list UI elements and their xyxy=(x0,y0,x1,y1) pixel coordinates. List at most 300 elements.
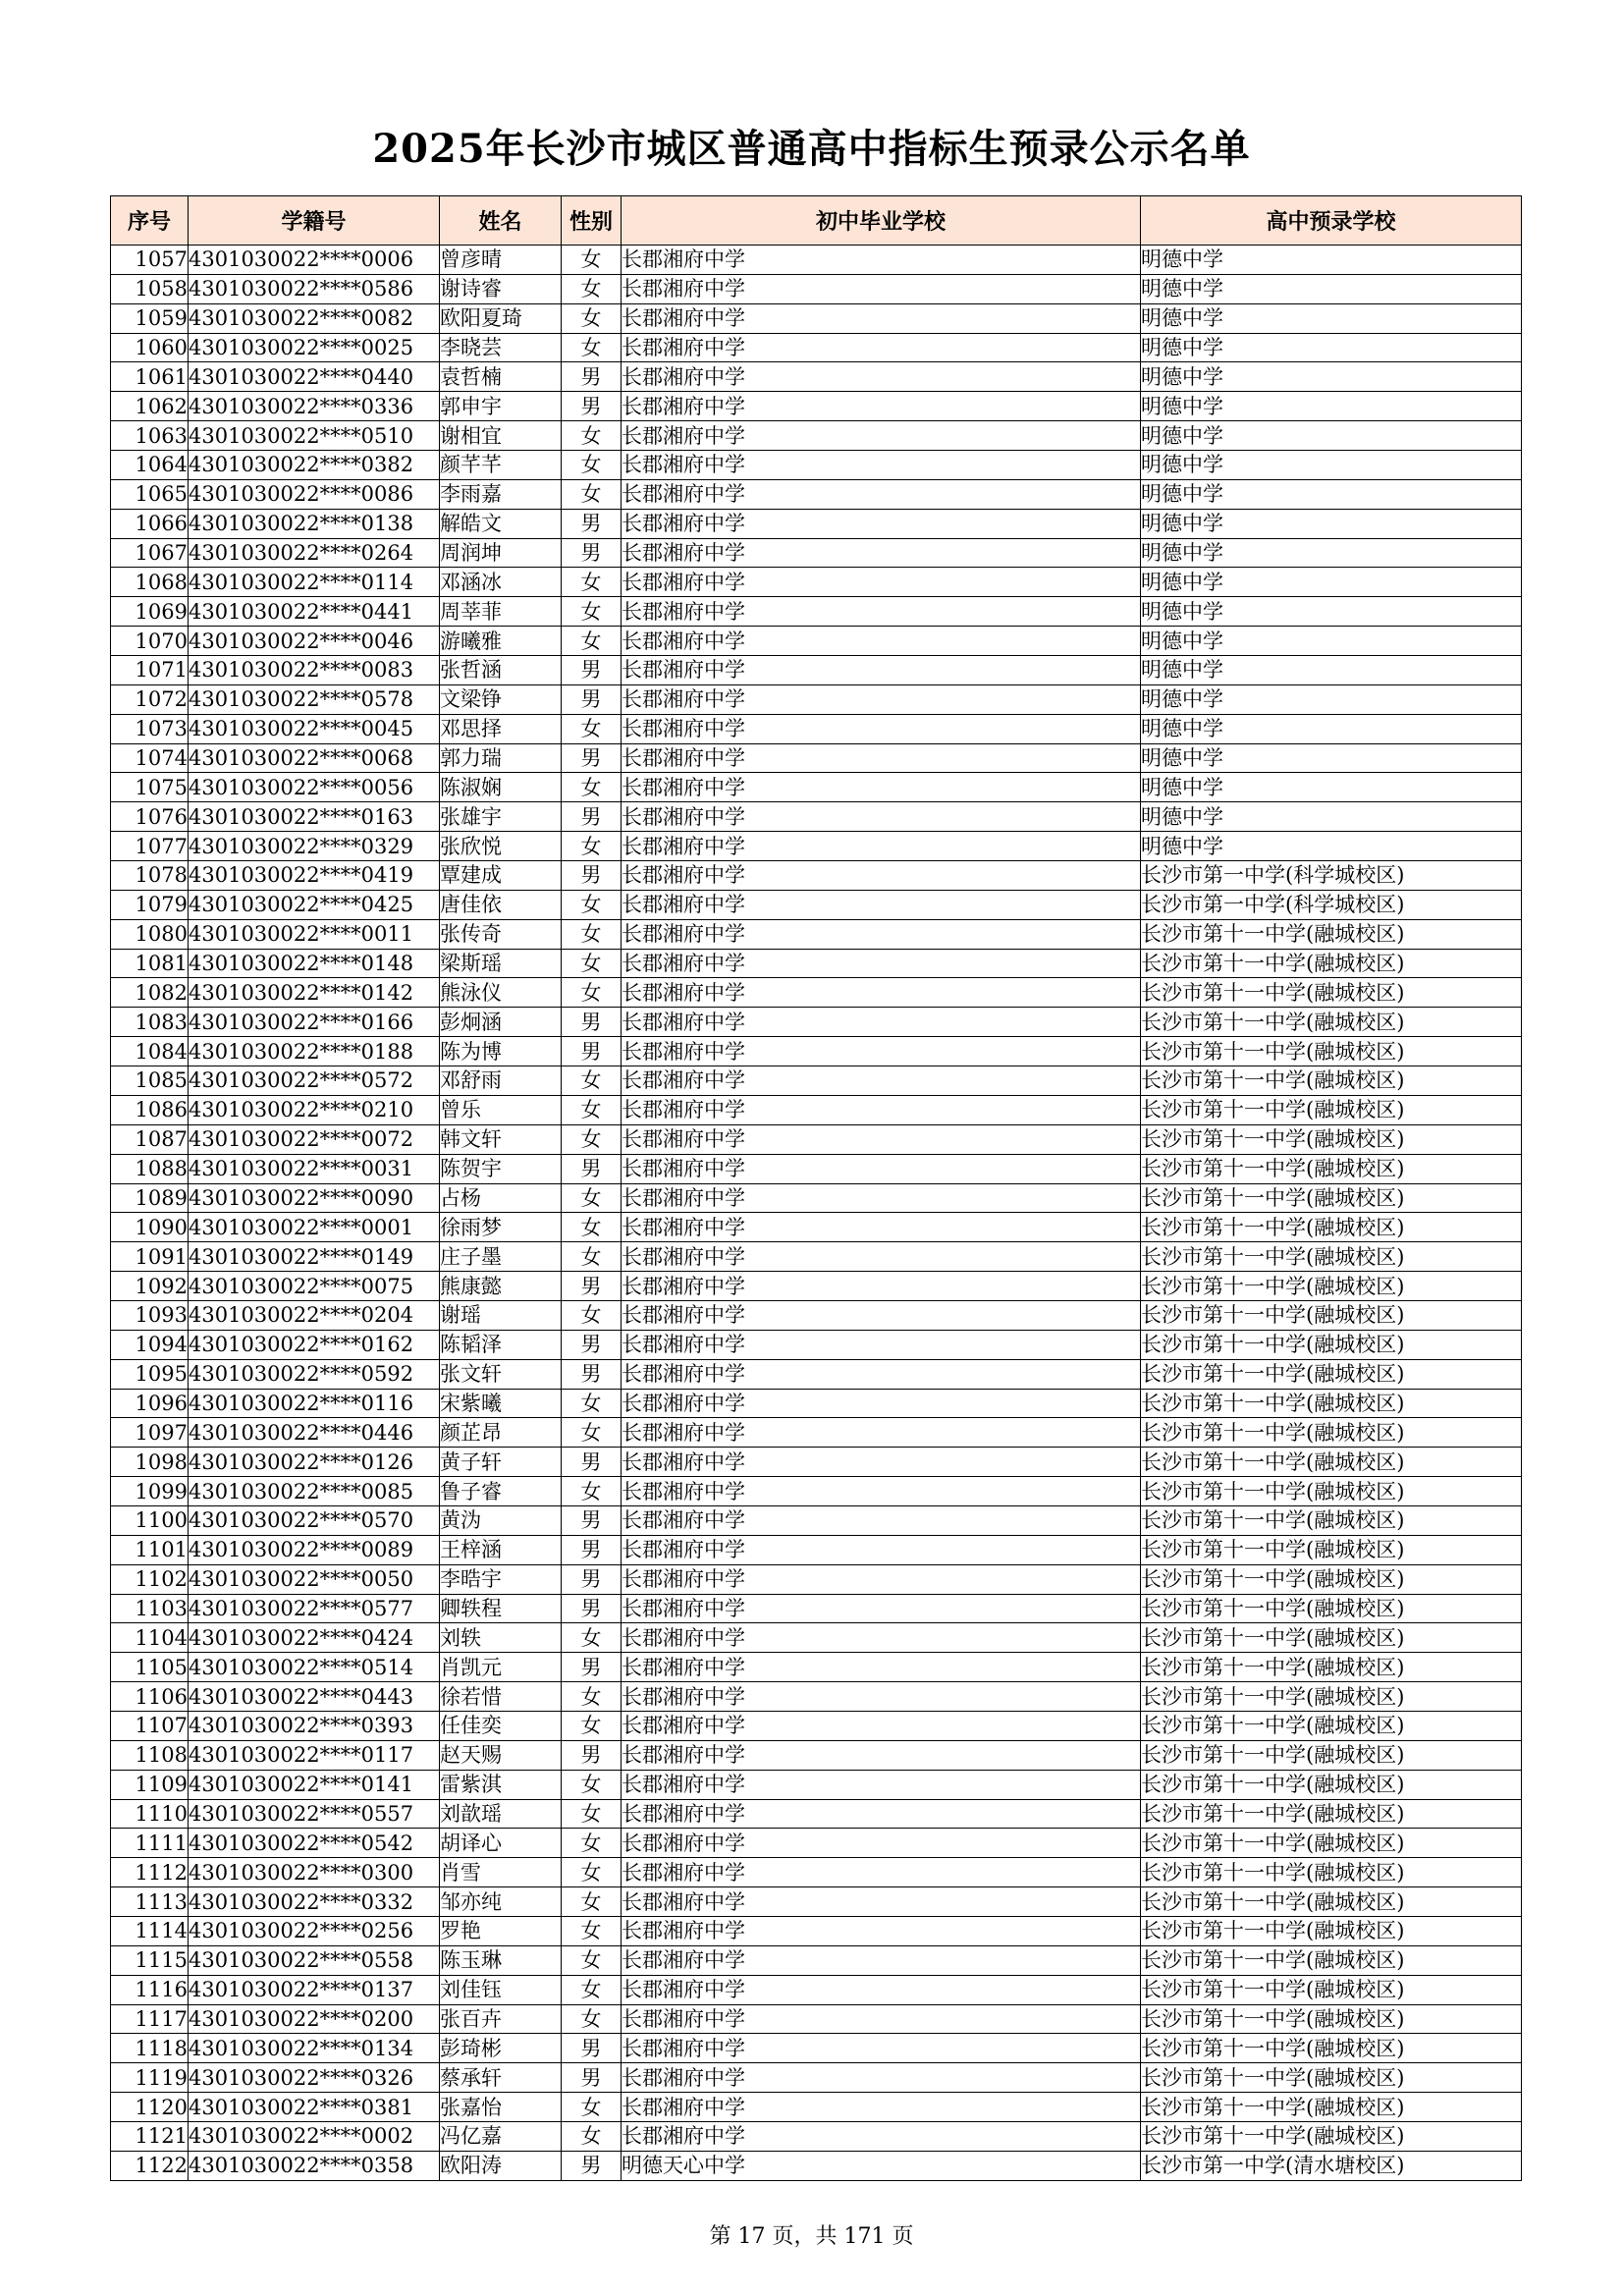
table-row xyxy=(111,1829,1522,1858)
cell-student-id: 4301030022****0204 xyxy=(189,1300,440,1330)
cell-student-id: 4301030022****0419 xyxy=(189,861,440,891)
cell-junior-school: 长郡湘府中学 xyxy=(622,1623,1141,1653)
cell-seq: 1083 xyxy=(111,1008,189,1037)
column-header-senior-school: 高中预录学校 xyxy=(1141,196,1522,246)
cell-gender: 女 xyxy=(562,2093,622,2122)
cell-name: 陈淑娴 xyxy=(440,773,562,802)
cell-seq: 1116 xyxy=(111,1975,189,2004)
cell-student-id: 4301030022****0085 xyxy=(189,1477,440,1506)
cell-gender: 男 xyxy=(562,1008,622,1037)
cell-senior-school: 长沙市第十一中学(融城校区) xyxy=(1141,1916,1522,1945)
cell-name: 欧阳涛 xyxy=(440,2151,562,2180)
cell-gender: 男 xyxy=(562,802,622,832)
cell-name: 张嘉怡 xyxy=(440,2093,562,2122)
cell-junior-school: 长郡湘府中学 xyxy=(622,802,1141,832)
cell-gender: 女 xyxy=(562,1829,622,1858)
cell-name: 郭力瑞 xyxy=(440,743,562,773)
cell-gender: 女 xyxy=(562,714,622,743)
cell-gender: 女 xyxy=(562,421,622,451)
table-row xyxy=(111,1213,1522,1242)
cell-seq: 1092 xyxy=(111,1272,189,1301)
cell-junior-school: 长郡湘府中学 xyxy=(622,1242,1141,1272)
cell-name: 刘轶 xyxy=(440,1623,562,1653)
table-row xyxy=(111,1740,1522,1770)
cell-senior-school: 长沙市第一中学(科学城校区) xyxy=(1141,890,1522,919)
table-row xyxy=(111,1066,1522,1096)
cell-junior-school: 长郡湘府中学 xyxy=(622,714,1141,743)
table-row xyxy=(111,362,1522,392)
cell-junior-school: 长郡湘府中学 xyxy=(622,597,1141,627)
table-row xyxy=(111,1799,1522,1829)
cell-gender: 女 xyxy=(562,919,622,949)
cell-gender: 女 xyxy=(562,303,622,333)
cell-gender: 女 xyxy=(562,1623,622,1653)
cell-junior-school: 长郡湘府中学 xyxy=(622,1858,1141,1887)
cell-senior-school: 长沙市第十一中学(融城校区) xyxy=(1141,1242,1522,1272)
cell-name: 李雨嘉 xyxy=(440,479,562,509)
cell-seq: 1112 xyxy=(111,1858,189,1887)
cell-student-id: 4301030022****0141 xyxy=(189,1770,440,1799)
table-row xyxy=(111,333,1522,362)
cell-gender: 男 xyxy=(562,2034,622,2063)
cell-student-id: 4301030022****0117 xyxy=(189,1740,440,1770)
cell-gender: 女 xyxy=(562,274,622,303)
cell-gender: 女 xyxy=(562,773,622,802)
cell-junior-school: 长郡湘府中学 xyxy=(622,1945,1141,1975)
cell-gender: 女 xyxy=(562,1770,622,1799)
cell-junior-school: 长郡湘府中学 xyxy=(622,1389,1141,1418)
cell-junior-school: 长郡湘府中学 xyxy=(622,1770,1141,1799)
cell-student-id: 4301030022****0329 xyxy=(189,832,440,861)
cell-student-id: 4301030022****0586 xyxy=(189,274,440,303)
cell-student-id: 4301030022****0382 xyxy=(189,451,440,480)
table-row xyxy=(111,2093,1522,2122)
table-row xyxy=(111,627,1522,656)
cell-senior-school: 明德中学 xyxy=(1141,743,1522,773)
cell-junior-school: 长郡湘府中学 xyxy=(622,1418,1141,1448)
cell-gender: 女 xyxy=(562,1858,622,1887)
cell-gender: 男 xyxy=(562,392,622,421)
table-row xyxy=(111,1653,1522,1682)
cell-seq: 1119 xyxy=(111,2063,189,2093)
table-row xyxy=(111,392,1522,421)
cell-senior-school: 长沙市第十一中学(融城校区) xyxy=(1141,2093,1522,2122)
cell-student-id: 4301030022****0046 xyxy=(189,627,440,656)
cell-seq: 1072 xyxy=(111,684,189,714)
cell-junior-school: 长郡湘府中学 xyxy=(622,2063,1141,2093)
cell-student-id: 4301030022****0163 xyxy=(189,802,440,832)
cell-student-id: 4301030022****0082 xyxy=(189,303,440,333)
cell-student-id: 4301030022****0002 xyxy=(189,2122,440,2152)
cell-name: 曾乐 xyxy=(440,1095,562,1124)
cell-name: 卿轶程 xyxy=(440,1594,562,1623)
cell-student-id: 4301030022****0557 xyxy=(189,1799,440,1829)
cell-junior-school: 长郡湘府中学 xyxy=(622,421,1141,451)
cell-junior-school: 长郡湘府中学 xyxy=(622,773,1141,802)
cell-seq: 1111 xyxy=(111,1829,189,1858)
cell-seq: 1069 xyxy=(111,597,189,627)
cell-name: 邓舒雨 xyxy=(440,1066,562,1096)
cell-senior-school: 长沙市第十一中学(融城校区) xyxy=(1141,1887,1522,1917)
cell-name: 游曦雅 xyxy=(440,627,562,656)
table-row xyxy=(111,861,1522,891)
cell-senior-school: 明德中学 xyxy=(1141,656,1522,685)
cell-senior-school: 长沙市第十一中学(融城校区) xyxy=(1141,1066,1522,1096)
cell-student-id: 4301030022****0188 xyxy=(189,1037,440,1066)
cell-seq: 1086 xyxy=(111,1095,189,1124)
table-row xyxy=(111,1008,1522,1037)
table-row xyxy=(111,1623,1522,1653)
cell-student-id: 4301030022****0570 xyxy=(189,1505,440,1535)
cell-senior-school: 明德中学 xyxy=(1141,627,1522,656)
cell-student-id: 4301030022****0056 xyxy=(189,773,440,802)
cell-student-id: 4301030022****0166 xyxy=(189,1008,440,1037)
cell-name: 赵天赐 xyxy=(440,1740,562,1770)
cell-name: 周莘菲 xyxy=(440,597,562,627)
cell-seq: 1065 xyxy=(111,479,189,509)
cell-senior-school: 长沙市第十一中学(融城校区) xyxy=(1141,1330,1522,1359)
cell-junior-school: 长郡湘府中学 xyxy=(622,1653,1141,1682)
cell-junior-school: 长郡湘府中学 xyxy=(622,333,1141,362)
cell-seq: 1075 xyxy=(111,773,189,802)
cell-senior-school: 长沙市第十一中学(融城校区) xyxy=(1141,1535,1522,1564)
cell-gender: 男 xyxy=(562,1535,622,1564)
cell-seq: 1113 xyxy=(111,1887,189,1917)
cell-junior-school: 长郡湘府中学 xyxy=(622,568,1141,597)
cell-seq: 1081 xyxy=(111,949,189,978)
cell-gender: 女 xyxy=(562,1418,622,1448)
cell-name: 颜芷昂 xyxy=(440,1418,562,1448)
cell-senior-school: 长沙市第十一中学(融城校区) xyxy=(1141,1858,1522,1887)
cell-junior-school: 明德天心中学 xyxy=(622,2151,1141,2180)
table-row xyxy=(111,890,1522,919)
cell-seq: 1078 xyxy=(111,861,189,891)
cell-seq: 1105 xyxy=(111,1653,189,1682)
cell-seq: 1103 xyxy=(111,1594,189,1623)
cell-junior-school: 长郡湘府中学 xyxy=(622,656,1141,685)
cell-seq: 1104 xyxy=(111,1623,189,1653)
cell-seq: 1102 xyxy=(111,1564,189,1594)
cell-senior-school: 明德中学 xyxy=(1141,568,1522,597)
cell-name: 唐佳依 xyxy=(440,890,562,919)
cell-junior-school: 长郡湘府中学 xyxy=(622,362,1141,392)
cell-senior-school: 长沙市第十一中学(融城校区) xyxy=(1141,1359,1522,1389)
cell-gender: 男 xyxy=(562,861,622,891)
cell-senior-school: 长沙市第十一中学(融城校区) xyxy=(1141,1740,1522,1770)
table-row xyxy=(111,1564,1522,1594)
cell-name: 谢诗睿 xyxy=(440,274,562,303)
table-row xyxy=(111,1711,1522,1740)
cell-senior-school: 长沙市第十一中学(融城校区) xyxy=(1141,1477,1522,1506)
table-row xyxy=(111,2122,1522,2152)
cell-junior-school: 长郡湘府中学 xyxy=(622,1124,1141,1154)
cell-senior-school: 长沙市第一中学(科学城校区) xyxy=(1141,861,1522,891)
cell-name: 谢相宜 xyxy=(440,421,562,451)
cell-student-id: 4301030022****0332 xyxy=(189,1887,440,1917)
cell-student-id: 4301030022****0424 xyxy=(189,1623,440,1653)
cell-seq: 1085 xyxy=(111,1066,189,1096)
cell-junior-school: 长郡湘府中学 xyxy=(622,861,1141,891)
cell-name: 谢瑶 xyxy=(440,1300,562,1330)
cell-senior-school: 长沙市第十一中学(融城校区) xyxy=(1141,1272,1522,1301)
table-row xyxy=(111,656,1522,685)
table-row xyxy=(111,2004,1522,2034)
cell-seq: 1067 xyxy=(111,538,189,568)
cell-student-id: 4301030022****0425 xyxy=(189,890,440,919)
table-row xyxy=(111,451,1522,480)
cell-senior-school: 长沙市第十一中学(融城校区) xyxy=(1141,1008,1522,1037)
cell-senior-school: 长沙市第十一中学(融城校区) xyxy=(1141,978,1522,1008)
cell-gender: 男 xyxy=(562,1359,622,1389)
table-row xyxy=(111,1594,1522,1623)
cell-gender: 男 xyxy=(562,1653,622,1682)
cell-senior-school: 明德中学 xyxy=(1141,451,1522,480)
cell-seq: 1061 xyxy=(111,362,189,392)
cell-senior-school: 明德中学 xyxy=(1141,684,1522,714)
cell-name: 胡译心 xyxy=(440,1829,562,1858)
cell-student-id: 4301030022****0200 xyxy=(189,2004,440,2034)
table-row xyxy=(111,479,1522,509)
cell-seq: 1071 xyxy=(111,656,189,685)
cell-student-id: 4301030022****0075 xyxy=(189,1272,440,1301)
table-row xyxy=(111,538,1522,568)
cell-senior-school: 明德中学 xyxy=(1141,303,1522,333)
cell-student-id: 4301030022****0577 xyxy=(189,1594,440,1623)
table-row xyxy=(111,773,1522,802)
cell-student-id: 4301030022****0126 xyxy=(189,1448,440,1477)
cell-name: 张文轩 xyxy=(440,1359,562,1389)
cell-senior-school: 长沙市第十一中学(融城校区) xyxy=(1141,1448,1522,1477)
cell-student-id: 4301030022****0138 xyxy=(189,509,440,538)
cell-seq: 1114 xyxy=(111,1916,189,1945)
cell-seq: 1098 xyxy=(111,1448,189,1477)
column-header-student-id: 学籍号 xyxy=(189,196,440,246)
cell-name: 曾彦晴 xyxy=(440,246,562,275)
table-row xyxy=(111,1124,1522,1154)
table-row xyxy=(111,743,1522,773)
cell-seq: 1080 xyxy=(111,919,189,949)
cell-seq: 1120 xyxy=(111,2093,189,2122)
cell-junior-school: 长郡湘府中学 xyxy=(622,1887,1141,1917)
page-title: 2025年长沙市城区普通高中指标生预录公示名单 xyxy=(372,126,1251,172)
table-row xyxy=(111,978,1522,1008)
table-row xyxy=(111,1858,1522,1887)
cell-senior-school: 长沙市第十一中学(融城校区) xyxy=(1141,1799,1522,1829)
cell-gender: 女 xyxy=(562,2122,622,2152)
table-row xyxy=(111,1300,1522,1330)
cell-junior-school: 长郡湘府中学 xyxy=(622,1682,1141,1712)
cell-name: 徐若惜 xyxy=(440,1682,562,1712)
cell-seq: 1093 xyxy=(111,1300,189,1330)
cell-seq: 1068 xyxy=(111,568,189,597)
cell-senior-school: 明德中学 xyxy=(1141,392,1522,421)
table-header xyxy=(111,196,1522,246)
cell-senior-school: 长沙市第十一中学(融城校区) xyxy=(1141,1183,1522,1213)
cell-student-id: 4301030022****0446 xyxy=(189,1418,440,1448)
cell-senior-school: 长沙市第十一中学(融城校区) xyxy=(1141,1975,1522,2004)
cell-senior-school: 长沙市第十一中学(融城校区) xyxy=(1141,1653,1522,1682)
table-row xyxy=(111,509,1522,538)
cell-senior-school: 明德中学 xyxy=(1141,538,1522,568)
roster-table xyxy=(110,195,1522,2181)
table-row xyxy=(111,1359,1522,1389)
cell-name: 陈韬泽 xyxy=(440,1330,562,1359)
cell-gender: 女 xyxy=(562,1095,622,1124)
cell-student-id: 4301030022****0134 xyxy=(189,2034,440,2063)
cell-senior-school: 长沙市第十一中学(融城校区) xyxy=(1141,2004,1522,2034)
cell-gender: 女 xyxy=(562,1887,622,1917)
cell-senior-school: 长沙市第十一中学(融城校区) xyxy=(1141,2122,1522,2152)
cell-gender: 男 xyxy=(562,1037,622,1066)
cell-junior-school: 长郡湘府中学 xyxy=(622,2122,1141,2152)
cell-junior-school: 长郡湘府中学 xyxy=(622,1505,1141,1535)
cell-gender: 女 xyxy=(562,1300,622,1330)
cell-junior-school: 长郡湘府中学 xyxy=(622,832,1141,861)
cell-name: 张传奇 xyxy=(440,919,562,949)
cell-junior-school: 长郡湘府中学 xyxy=(622,949,1141,978)
cell-senior-school: 明德中学 xyxy=(1141,421,1522,451)
column-header-junior-school: 初中毕业学校 xyxy=(622,196,1141,246)
cell-name: 覃建成 xyxy=(440,861,562,891)
cell-junior-school: 长郡湘府中学 xyxy=(622,1008,1141,1037)
cell-gender: 男 xyxy=(562,538,622,568)
cell-name: 张哲涵 xyxy=(440,656,562,685)
cell-student-id: 4301030022****0162 xyxy=(189,1330,440,1359)
cell-student-id: 4301030022****0116 xyxy=(189,1389,440,1418)
column-header-gender: 性别 xyxy=(562,196,622,246)
cell-seq: 1109 xyxy=(111,1770,189,1799)
table-row xyxy=(111,1154,1522,1183)
cell-senior-school: 明德中学 xyxy=(1141,832,1522,861)
cell-junior-school: 长郡湘府中学 xyxy=(622,1711,1141,1740)
cell-student-id: 4301030022****0090 xyxy=(189,1183,440,1213)
cell-seq: 1118 xyxy=(111,2034,189,2063)
cell-name: 徐雨梦 xyxy=(440,1213,562,1242)
cell-senior-school: 长沙市第十一中学(融城校区) xyxy=(1141,1623,1522,1653)
cell-gender: 女 xyxy=(562,1389,622,1418)
cell-gender: 女 xyxy=(562,479,622,509)
cell-student-id: 4301030022****0089 xyxy=(189,1535,440,1564)
cell-name: 陈玉琳 xyxy=(440,1945,562,1975)
cell-name: 熊泳仪 xyxy=(440,978,562,1008)
cell-name: 邓思择 xyxy=(440,714,562,743)
table-row xyxy=(111,1477,1522,1506)
cell-student-id: 4301030022****0006 xyxy=(189,246,440,275)
table-row xyxy=(111,597,1522,627)
table-row xyxy=(111,1330,1522,1359)
cell-senior-school: 长沙市第十一中学(融城校区) xyxy=(1141,1829,1522,1858)
cell-student-id: 4301030022****0072 xyxy=(189,1124,440,1154)
cell-name: 郭申宇 xyxy=(440,392,562,421)
cell-junior-school: 长郡湘府中学 xyxy=(622,2093,1141,2122)
header-row xyxy=(111,196,1522,246)
table-row xyxy=(111,1770,1522,1799)
cell-junior-school: 长郡湘府中学 xyxy=(622,1183,1141,1213)
cell-junior-school: 长郡湘府中学 xyxy=(622,246,1141,275)
cell-senior-school: 长沙市第十一中学(融城校区) xyxy=(1141,1682,1522,1712)
cell-student-id: 4301030022****0510 xyxy=(189,421,440,451)
cell-student-id: 4301030022****0045 xyxy=(189,714,440,743)
cell-seq: 1057 xyxy=(111,246,189,275)
cell-junior-school: 长郡湘府中学 xyxy=(622,1330,1141,1359)
cell-seq: 1082 xyxy=(111,978,189,1008)
cell-seq: 1087 xyxy=(111,1124,189,1154)
cell-senior-school: 长沙市第十一中学(融城校区) xyxy=(1141,1418,1522,1448)
table-row xyxy=(111,714,1522,743)
cell-junior-school: 长郡湘府中学 xyxy=(622,1300,1141,1330)
cell-student-id: 4301030022****0358 xyxy=(189,2151,440,2180)
cell-seq: 1074 xyxy=(111,743,189,773)
cell-student-id: 4301030022****0031 xyxy=(189,1154,440,1183)
cell-name: 肖雪 xyxy=(440,1858,562,1887)
cell-senior-school: 长沙市第十一中学(融城校区) xyxy=(1141,1770,1522,1799)
cell-student-id: 4301030022****0142 xyxy=(189,978,440,1008)
cell-seq: 1115 xyxy=(111,1945,189,1975)
cell-name: 鲁子睿 xyxy=(440,1477,562,1506)
cell-name: 黄子轩 xyxy=(440,1448,562,1477)
table-row xyxy=(111,1945,1522,1975)
cell-senior-school: 长沙市第十一中学(融城校区) xyxy=(1141,1564,1522,1594)
cell-senior-school: 长沙市第十一中学(融城校区) xyxy=(1141,1213,1522,1242)
cell-junior-school: 长郡湘府中学 xyxy=(622,479,1141,509)
cell-seq: 1117 xyxy=(111,2004,189,2034)
cell-name: 袁哲楠 xyxy=(440,362,562,392)
cell-senior-school: 长沙市第十一中学(融城校区) xyxy=(1141,2034,1522,2063)
cell-student-id: 4301030022****0050 xyxy=(189,1564,440,1594)
cell-name: 张欣悦 xyxy=(440,832,562,861)
table-row xyxy=(111,568,1522,597)
cell-senior-school: 明德中学 xyxy=(1141,802,1522,832)
cell-senior-school: 明德中学 xyxy=(1141,714,1522,743)
cell-senior-school: 长沙市第十一中学(融城校区) xyxy=(1141,949,1522,978)
cell-senior-school: 长沙市第十一中学(融城校区) xyxy=(1141,1594,1522,1623)
cell-seq: 1099 xyxy=(111,1477,189,1506)
table-row xyxy=(111,2063,1522,2093)
cell-gender: 女 xyxy=(562,1183,622,1213)
table-body xyxy=(111,246,1522,2181)
cell-seq: 1066 xyxy=(111,509,189,538)
table-row xyxy=(111,2034,1522,2063)
cell-name: 彭炯涵 xyxy=(440,1008,562,1037)
cell-gender: 女 xyxy=(562,451,622,480)
table-row xyxy=(111,1095,1522,1124)
cell-seq: 1079 xyxy=(111,890,189,919)
cell-student-id: 4301030022****0336 xyxy=(189,392,440,421)
cell-name: 冯亿嘉 xyxy=(440,2122,562,2152)
table-row xyxy=(111,1183,1522,1213)
cell-student-id: 4301030022****0011 xyxy=(189,919,440,949)
cell-junior-school: 长郡湘府中学 xyxy=(622,1535,1141,1564)
cell-seq: 1094 xyxy=(111,1330,189,1359)
cell-junior-school: 长郡湘府中学 xyxy=(622,1037,1141,1066)
cell-seq: 1106 xyxy=(111,1682,189,1712)
cell-seq: 1077 xyxy=(111,832,189,861)
table-row xyxy=(111,1272,1522,1301)
cell-junior-school: 长郡湘府中学 xyxy=(622,1272,1141,1301)
cell-junior-school: 长郡湘府中学 xyxy=(622,1477,1141,1506)
cell-gender: 女 xyxy=(562,890,622,919)
cell-gender: 男 xyxy=(562,509,622,538)
cell-name: 肖凯元 xyxy=(440,1653,562,1682)
column-header-seq: 序号 xyxy=(111,196,189,246)
cell-name: 罗艳 xyxy=(440,1916,562,1945)
column-header-name: 姓名 xyxy=(440,196,562,246)
cell-junior-school: 长郡湘府中学 xyxy=(622,1154,1141,1183)
table-row xyxy=(111,1682,1522,1712)
cell-student-id: 4301030022****0137 xyxy=(189,1975,440,2004)
cell-gender: 女 xyxy=(562,978,622,1008)
cell-gender: 男 xyxy=(562,684,622,714)
